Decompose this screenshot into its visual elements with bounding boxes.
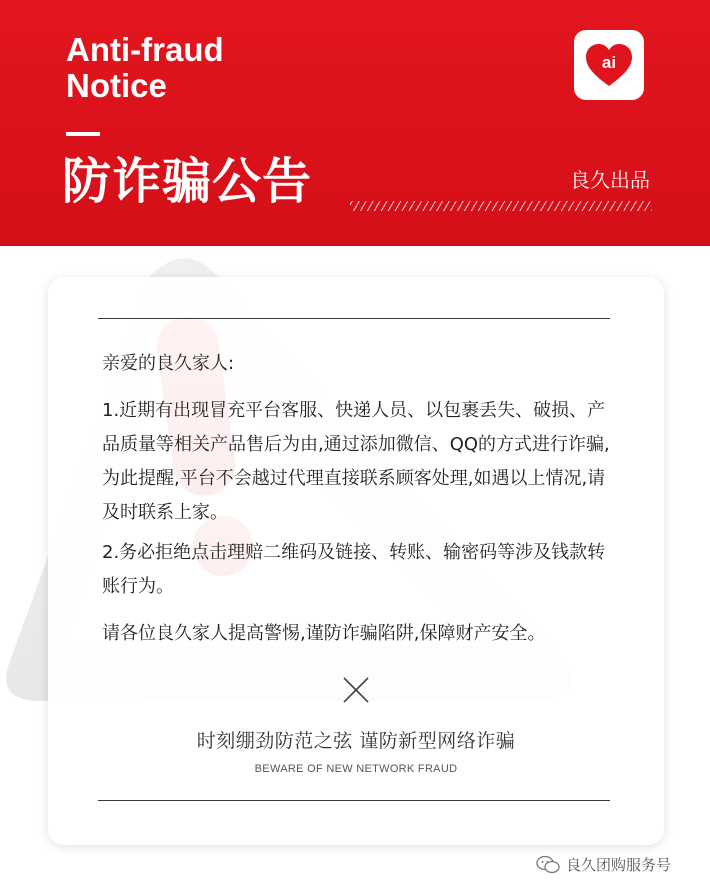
top-divider (98, 318, 610, 319)
title-dash (66, 132, 100, 136)
english-title-line2: Notice (66, 67, 167, 104)
notice-item-1: 1.近期有出现冒充平台客服、快递人员、以包裹丢失、破损、产品质量等相关产品售后为由,通过添加微信、QQ的方式进行诈骗,为此提醒,平台不会越过代理直接联系顾客处理,如遇以上情况,请及时联系上家。 (102, 400, 610, 523)
slogan-english: BEWARE OF NEW NETWORK FRAUD (254, 763, 458, 775)
cross-icon (341, 675, 371, 705)
slogan-text: 时刻绷劲防范之弦 谨防新型网络诈骗 (196, 730, 516, 752)
hatch-decoration (350, 201, 652, 211)
logo-text: ai (601, 53, 617, 72)
header-banner (0, 0, 710, 246)
heart-logo-icon (574, 30, 644, 100)
english-title (66, 32, 224, 104)
bottom-divider (98, 800, 610, 801)
wechat-icon (536, 855, 560, 875)
notice-card (48, 277, 664, 845)
notice-item-2: 2.务必拒绝点击理赔二维码及链接、转账、输密码等涉及钱款转账行为。 (102, 542, 606, 597)
greeting-text: 亲爱的良久家人: (102, 353, 235, 374)
chinese-title: 防诈骗公告 (62, 153, 313, 210)
english-title-line1: Anti-fraud (66, 31, 224, 68)
account-watermark (536, 850, 671, 880)
watermark-text: 良久团购服务号 (566, 856, 672, 874)
closing-text: 请各位良久家人提高警惕,谨防诈骗陷阱,保障财产安全。 (102, 623, 546, 644)
brand-subtitle: 良久出品 (570, 168, 650, 192)
